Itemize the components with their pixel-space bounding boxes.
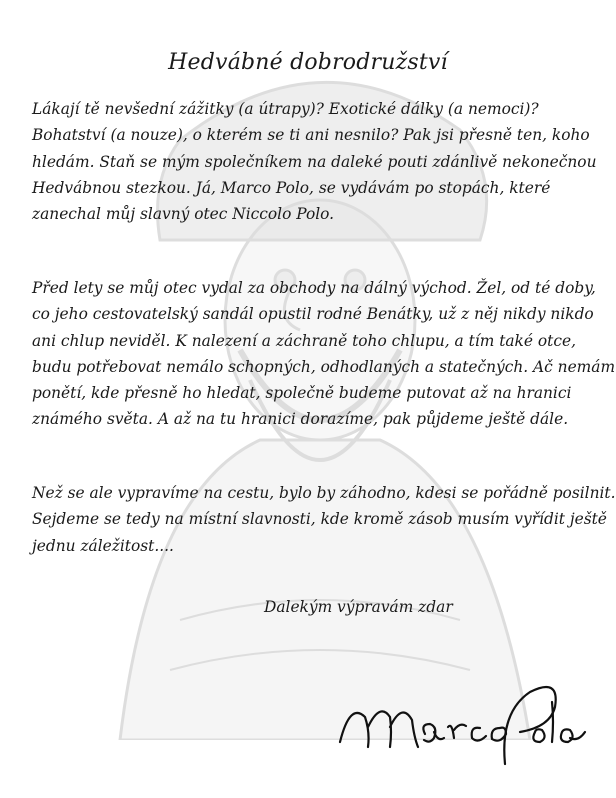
text-line: Před lety se můj otec vydal za obchody na dálný východ. Žel, od té doby, — [32, 279, 596, 297]
paragraph-story — [32, 275, 616, 433]
text-line: Lákají tě nevšední zážitky (a útrapy)? Exotické dálky (a nemoci)? — [32, 100, 539, 118]
text-line: ani chlup neviděl. K nalezení a záchraně toho chlupu, a tím také otce, — [32, 331, 576, 350]
text-line: ponětí, kde přesně ho hledat, společně budeme putovat až na hranici — [32, 384, 572, 403]
text-line: známého světa. A až na tu hranici dorazíme, pak půjdeme ještě dále. — [32, 410, 569, 429]
farewell-line: Dalekým výpravám zdar — [264, 598, 453, 616]
text-line: Sejdeme se tedy na místní slavnosti, kde kromě zásob musím vyřídit ještě — [32, 510, 607, 529]
text-line: hledám. Staň se mým společníkem na daleké pouti zdánlivě nekonečnou — [32, 152, 597, 171]
paragraph-invitation — [32, 96, 598, 227]
text-line: jednu záležitost.... — [32, 536, 174, 555]
text-line: co jeho cestovatelský sandál opustil rodné Benátky, už z něj nikdy nikdo — [32, 305, 594, 324]
text-line: zanechal můj slavný otec Niccolo Polo. — [32, 205, 335, 224]
text-line: Bohatství (a nouze), o kterém se ti ani nesnilo? Pak jsi přesně ten, koho — [32, 126, 590, 145]
text-line: Hedvábnou stezkou. Já, Marco Polo, se vydávám po stopách, které — [32, 178, 551, 197]
letter-title: Hedvábné dobrodružství — [168, 50, 448, 75]
paragraph-meeting — [32, 480, 616, 559]
text-line: budu potřebovat nemálo schopných, odhodlaných a statečných. Ač nemám — [32, 357, 616, 376]
signature-marco-polo — [330, 672, 590, 772]
text-line: Než se ale vypravíme na cestu, bylo by záhodno, kdesi se pořádně posilnit. — [32, 484, 616, 502]
